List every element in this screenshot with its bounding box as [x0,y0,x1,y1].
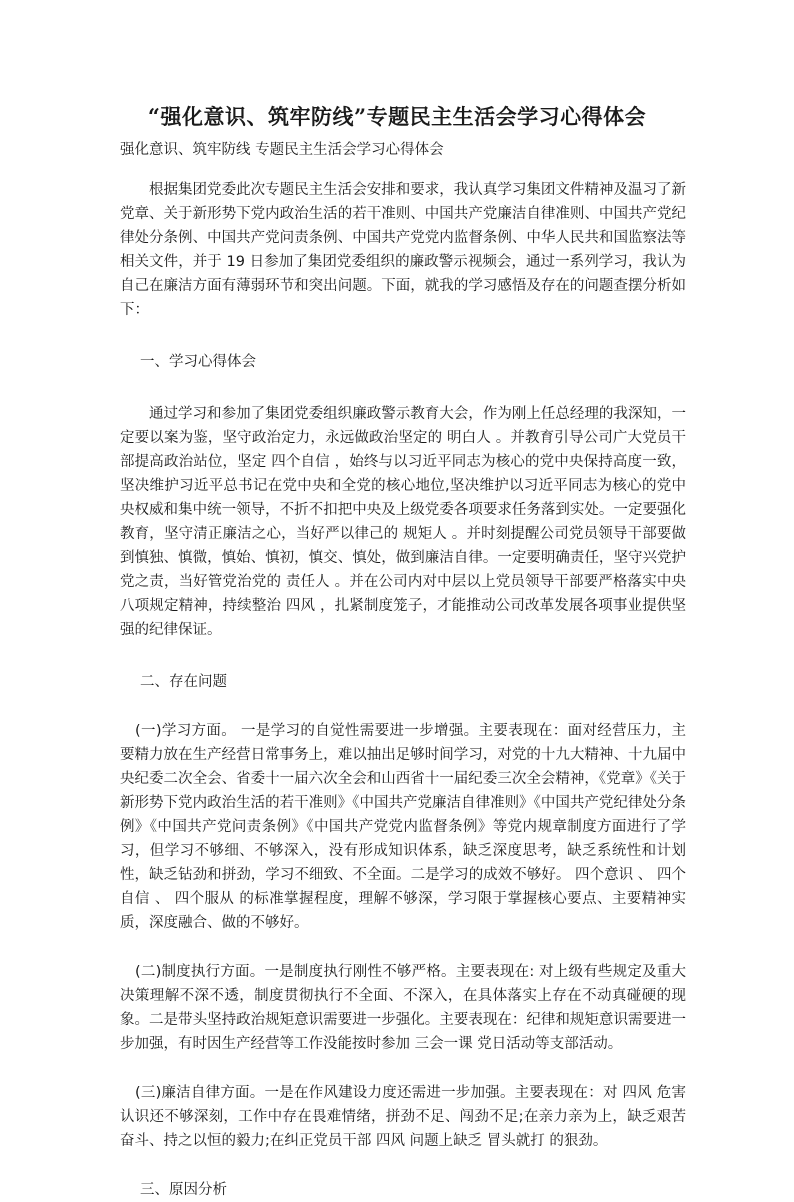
document-body [120,178,686,1202]
problem-integrity-paragraph: (三)廉洁自律方面。一是在作风建设力度还需进一步加强。主要表现在：对 四风 危害认识还不够深刻，工作中存在畏难情绪，拼劲不足、闯劲不足;在亲力亲为上，缺乏艰苦奋斗、持之以恒的毅力;在纠正党员干部 四风 问题上缺乏 冒头就打 的狠劲。 [120,1085,686,1149]
problem-study-paragraph: (一)学习方面。 一是学习的自觉性需要进一步增强。主要表现在：面对经营压力，主要精力放在生产经营日常事务上，难以抽出足够时间学习，对党的十九大精神、十九届中央纪委二次全会、省委十一届六次全会和山西省十一届纪委三次全会精神，《党章》《关于新形势下党内政治生活的若干准则》《中国共产党廉洁自律准则》《中国共产党纪律处分条例》《中国共产党问责条例》《中国共产党党内监督条例》等党内规章制度方面进行了学习，但学习不够细、不够深入，没有形成知识体系，缺乏深度思考，缺乏系统性和计划性，缺乏钻劲和拼劲，学习不细致、不全面。二是学习的成效不够好。 四个意识 、 四个自信 、 四个服从 的标准掌握程度，理解不够深，学习限于掌握核心要点、主要精神实质，深度融合、做的不够好。 [120,723,686,931]
document-subtitle: 强化意识、筑牢防线 专题民主生活会学习心得体会 [120,142,444,158]
document-title: “强化意识、筑牢防线”专题民主生活会学习心得体会 [147,104,647,129]
section-heading-problems: 二、存在问题 [140,674,227,690]
section-heading-causes: 三、原因分析 [140,1182,227,1198]
problem-system-paragraph: (二)制度执行方面。一是制度执行刚性不够严格。主要表现在: 对上级有些规定及重大决策理解不深不透，制度贯彻执行不全面、不深入，在具体落实上存在不动真碰硬的现象。二是带头坚持政治规矩意识需要进一步强化。主要表现在：纪律和规矩意识需要进一步加强，有时因生产经营等工作没能按时参加 三会一课 党日活动等支部活动。 [120,964,686,1052]
intro-paragraph: 根据集团党委此次专题民主生活会安排和要求，我认真学习集团文件精神及温习了新党章、关于新形势下党内政治生活的若干准则、中国共产党廉洁自律准则、中国共产党纪律处分条例、中国共产党问责条例、中国共产党党内监督条例、中华人民共和国监察法等相关文件，并于 19 日参加了集团党委组织的廉政警示视频会，通过一系列学习，我认为自己在廉洁方面有薄弱环节和突出问题。下面，就我的学习感悟及存在的问题查摆分析如下： [120,182,686,318]
section-heading-learning: 一、学习心得体会 [140,354,256,370]
learning-paragraph: 通过学习和参加了集团党委组织廉政警示教育大会，作为刚上任总经理的我深知，一定要以案为鉴，坚守政治定力，永远做政治坚定的 明白人 。并教育引导公司广大党员干部提高政治站位，坚定 四个自信 ，始终与以习近平同志为核心的党中央保持高度一致，坚决维护习近平总书记在党中央和全党的核心地位,坚决维护以习近平同志为核心的党中央权威和集中统一领导，不折不扣把中央及上级党委各项要求任务落到实处。一定要强化教育，坚守清正廉洁之心，当好严以律己的 规矩人 。并时刻提醒公司党员领导干部要做到慎独、慎微，慎始、慎初，慎交、慎处，做到廉洁自律。一定要明确责任，坚守兴党护党之责，当好管党治党的 责任人 。并在公司内对中层以上党员领导干部要严格落实中央八项规定精神，持续整治 四风 ，扎紧制度笼子，才能推动公司改革发展各项事业提供坚强的纪律保证。 [120,406,686,638]
